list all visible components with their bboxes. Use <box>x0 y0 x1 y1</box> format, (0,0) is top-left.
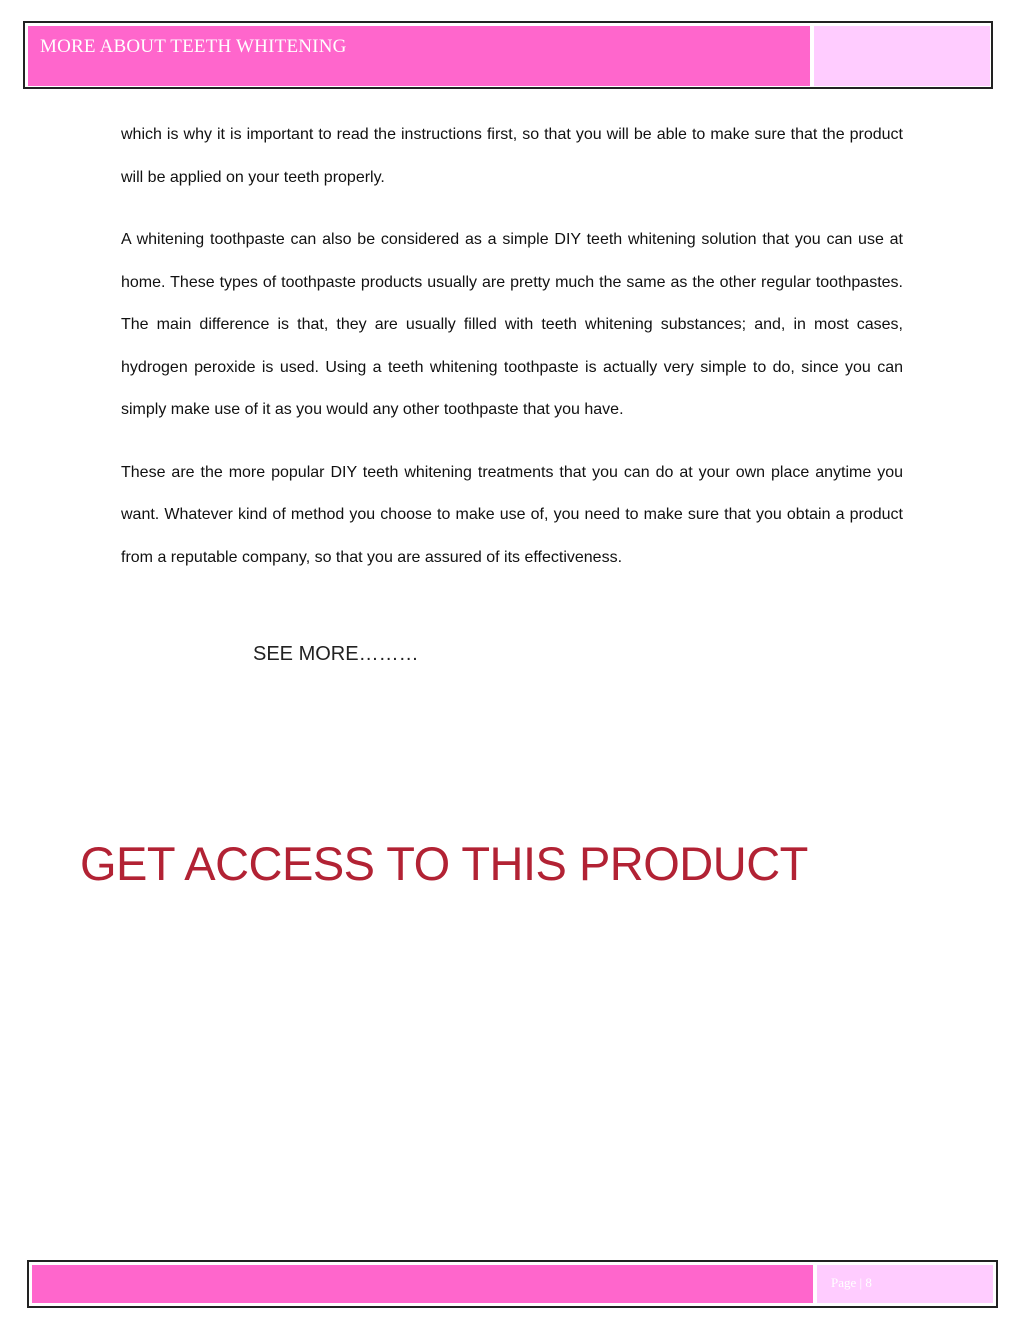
get-access-link[interactable]: GET ACCESS TO THIS PRODUCT <box>80 837 808 890</box>
paragraph: These are the more popular DIY teeth whitening treatments that you can do at your own place anytime you want. Whatever kind of method you choose to make use of, you need to make sure that you obtain a product from a reputable company, so that you are assured of its effectiveness. <box>121 463 903 566</box>
document-body <box>121 114 903 599</box>
footer-side-block <box>817 1265 993 1303</box>
header-title: MORE ABOUT TEETH WHITENING <box>40 36 347 57</box>
paragraph: which is why it is important to read the instructions first, so that you will be able to make sure that the product will be applied on your teeth properly. <box>121 126 903 186</box>
see-more-link[interactable]: SEE MORE……… <box>253 643 419 665</box>
header-side-block <box>814 26 990 86</box>
footer-bar <box>32 1265 813 1303</box>
paragraph: A whitening toothpaste can also be considered as a simple DIY teeth whitening solution that you can use at home. These types of toothpaste products usually are pretty much the same as the other regular toothpastes. The main difference is that, they are usually filled with teeth whitening substances; and, in most cases, hydrogen peroxide is used. Using a teeth whitening toothpaste is actually very simple to do, since you can simply make use of it as you would any other toothpaste that you have. <box>121 231 903 418</box>
header-bar <box>28 26 810 86</box>
page-number: Page | 8 <box>831 1275 872 1290</box>
